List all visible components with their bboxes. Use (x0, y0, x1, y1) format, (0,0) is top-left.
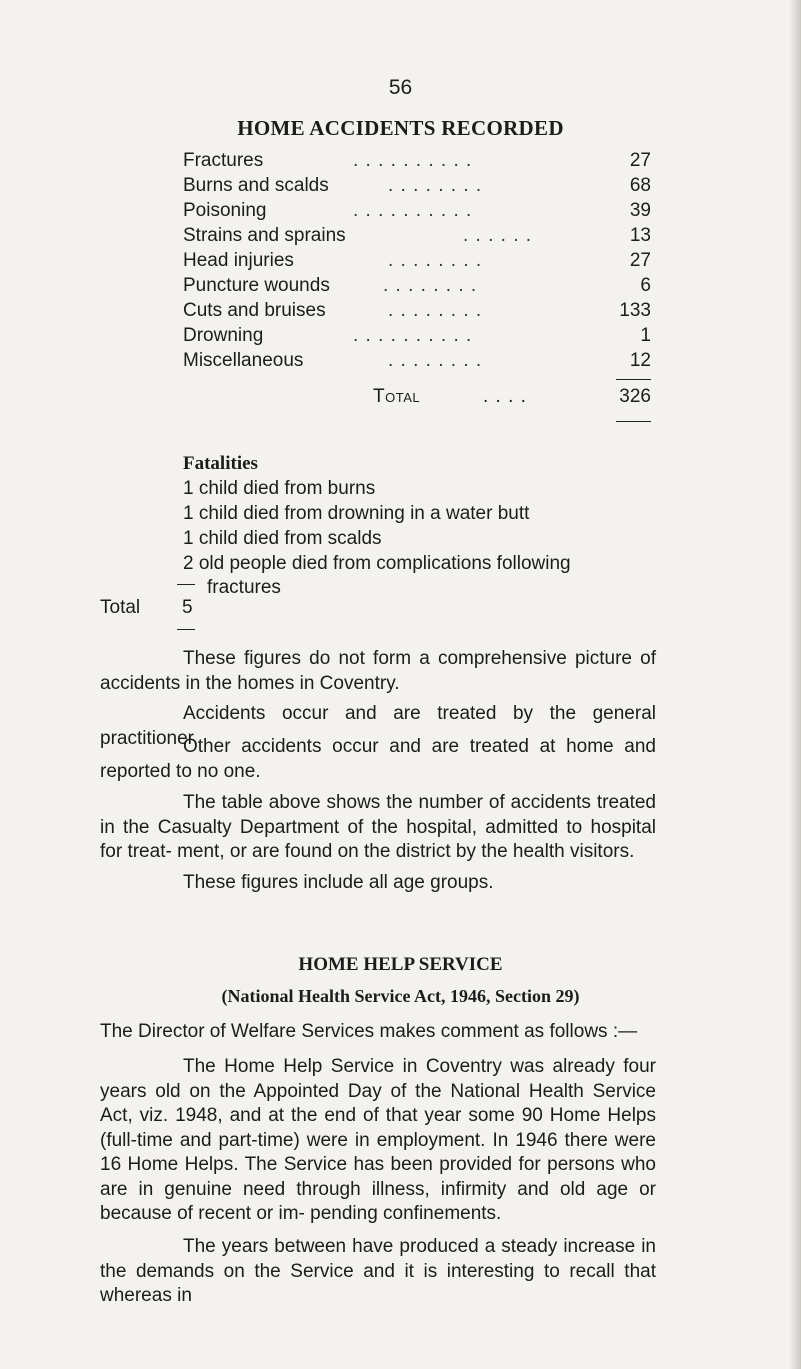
fatality-line: 1 child died from drowning in a water butt (183, 503, 530, 524)
fatality-line: 1 child died from burns (183, 478, 376, 499)
fatality-line: 2 old people died from complications following (183, 553, 571, 574)
row-value: 12 (629, 350, 651, 371)
accidents-title: HOME ACCIDENTS RECORDED (237, 116, 564, 140)
fatality-line: 1 child died from scalds (183, 528, 382, 549)
row-label: Poisoning (183, 200, 267, 221)
row-label: Drowning (183, 325, 264, 346)
home-help-intro: The Director of Welfare Services makes comment as follows :— (100, 1021, 638, 1042)
table-row (183, 250, 651, 274)
total-label: Total (373, 386, 421, 407)
row-label: Fractures (183, 150, 264, 171)
row-leader-dots: . . . . . . (463, 225, 533, 246)
row-value: 133 (619, 300, 651, 321)
table-row (183, 150, 651, 174)
row-leader-dots: . . . . . . . . (383, 275, 478, 296)
page-number: 56 (388, 76, 413, 99)
total-leader-dots: . . . . (483, 386, 527, 407)
row-label: Head injuries (183, 250, 294, 271)
table-row (183, 275, 651, 299)
row-value: 6 (640, 275, 651, 296)
paragraph: The years between have produced a steady increase in the demands on the Service and it is interesting to recall that whereas in (100, 1236, 656, 1306)
table-row (183, 300, 651, 324)
row-label: Cuts and bruises (183, 300, 326, 321)
page-edge-shadow (789, 0, 801, 1369)
row-leader-dots: . . . . . . . . . . (353, 150, 473, 171)
row-value: 13 (629, 225, 651, 246)
table-row (183, 200, 651, 224)
table-row (183, 225, 651, 249)
row-label: Burns and scalds (183, 175, 329, 196)
fatalities-rule-bottom (177, 629, 195, 630)
row-value: 27 (629, 250, 651, 271)
row-leader-dots: . . . . . . . . . . (353, 200, 473, 221)
row-value: 1 (640, 325, 651, 346)
row-value: 39 (629, 200, 651, 221)
total-rule-top (616, 379, 651, 380)
row-label: Strains and sprains (183, 225, 346, 246)
row-label: Miscellaneous (183, 350, 304, 371)
home-help-title: HOME HELP SERVICE (298, 954, 503, 975)
fatalities-total-value: 5 (182, 597, 193, 618)
row-leader-dots: . . . . . . . . . . (353, 325, 473, 346)
paragraph: Accidents occur and are treated by the general practitioner. (100, 703, 656, 749)
total-rule-bottom (616, 421, 651, 422)
fatalities-total-row (100, 597, 193, 619)
paragraph: These figures include all age groups. (183, 872, 494, 893)
table-row (183, 325, 651, 349)
row-label: Puncture wounds (183, 275, 330, 296)
paragraph: These figures do not form a comprehensive picture of accidents in the homes in Coventry. (100, 648, 656, 694)
row-leader-dots: . . . . . . . . (388, 250, 483, 271)
table-row (183, 175, 651, 199)
row-leader-dots: . . . . . . . . (388, 300, 483, 321)
row-leader-dots: . . . . . . . . (388, 350, 483, 371)
table-row (183, 350, 651, 374)
fatalities-rule-top (177, 584, 195, 585)
fatalities-total-label: Total (100, 597, 141, 618)
paragraph: The table above shows the number of accidents treated in the Casualty Department of the hospital, admitted to hospital for treat- ment, or are found on the district by the health visitors. (100, 792, 656, 862)
row-leader-dots: . . . . . . . . (388, 175, 483, 196)
row-value: 27 (629, 150, 651, 171)
total-value: 326 (619, 386, 651, 407)
fatalities-heading: Fatalities (183, 453, 258, 474)
paragraph: Other accidents occur and are treated at home and reported to no one. (100, 736, 656, 782)
home-help-subtitle: (National Health Service Act, 1946, Section 29) (221, 986, 580, 1006)
paragraph: The Home Help Service in Coventry was already four years old on the Appointed Day of the National Health Service Act, viz. 1948, and at the end of that year some 90 Home Helps (full-time and part-time) were in employment. In 1946 there were 16 Home Helps. The Service has been provided for persons who are in genuine need through illness, infirmity and old age or because of recent or im- pending confinements. (100, 1056, 656, 1224)
accidents-total-row (183, 386, 651, 410)
row-value: 68 (629, 175, 651, 196)
fatality-line: fractures (207, 577, 281, 598)
